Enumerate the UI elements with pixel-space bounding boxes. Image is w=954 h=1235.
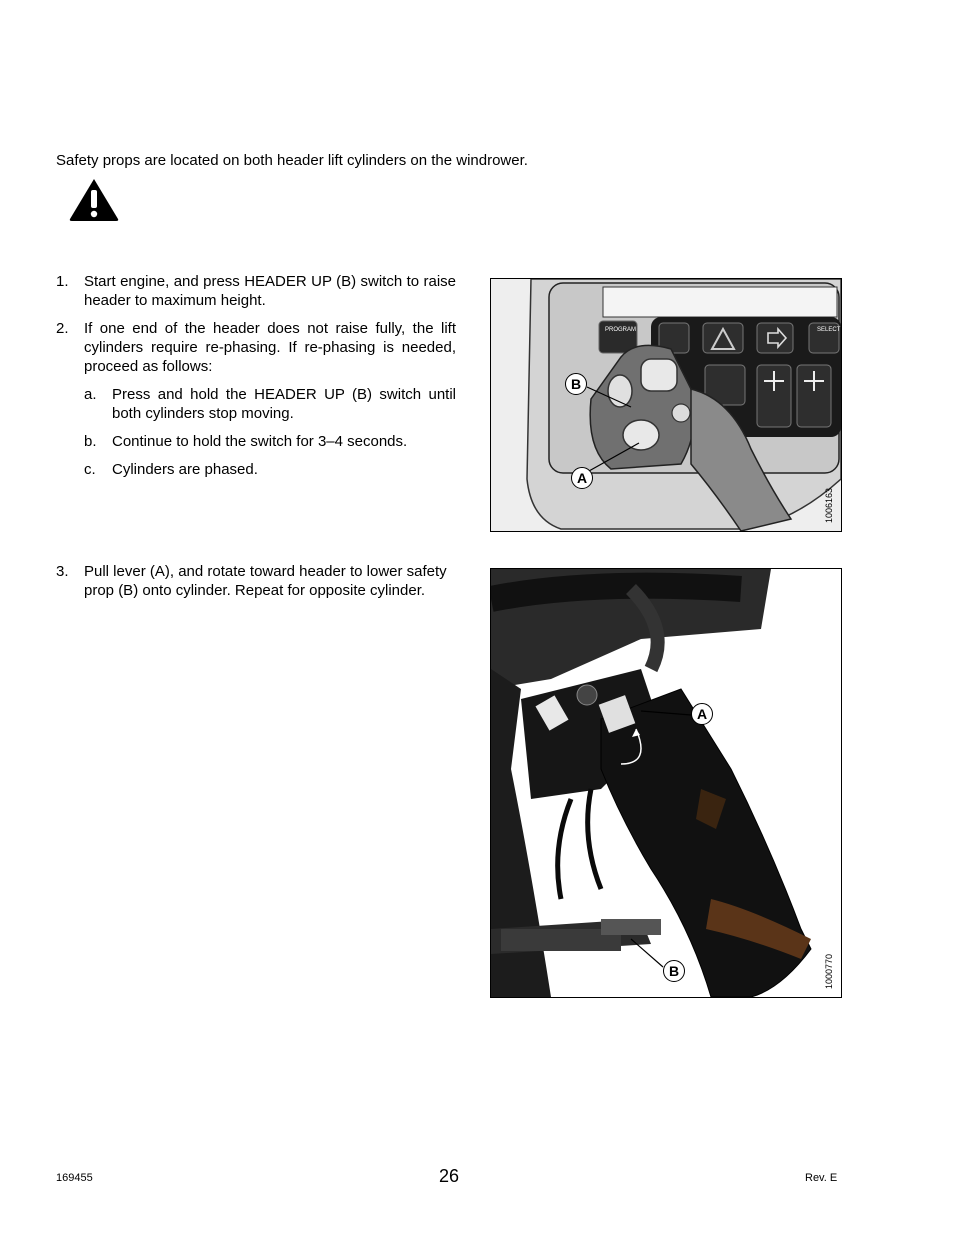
substep-c [84,460,456,479]
step-text: Pull lever (A), and rotate toward header to lower safety prop (B) onto cylinder. Repeat for opposite cylinder. [84,563,447,599]
substep-letter: c. [84,461,96,478]
select-label: SELECT [817,327,841,333]
procedure-steps [56,272,456,488]
page-number: 26 [439,1166,460,1186]
step-number: 3. [56,563,69,580]
substep-text: Cylinders are phased. [112,461,258,478]
document-number: 169455 [56,1172,93,1184]
callout-a: A [691,703,713,725]
substep-b [84,432,456,451]
warning-icon [68,176,120,222]
substep-text: Continue to hold the switch for 3–4 seconds. [112,433,408,450]
callout-b: B [565,373,587,395]
step-number: 2. [56,320,69,337]
step-3 [56,562,456,609]
figure-safety-prop [490,568,842,998]
figure-console-joystick [490,278,842,532]
program-label: PROGRAM [605,327,637,333]
step-text: Start engine, and press HEADER UP (B) switch to raise header to maximum height. [84,273,456,309]
callout-b: B [663,960,685,982]
figure-id: 1006163 [824,487,834,523]
revision-label: Rev. E [805,1172,838,1184]
step-2 [56,319,456,376]
console-illustration [491,279,841,531]
substep-a [84,385,456,423]
figure-id: 1000770 [824,953,834,989]
step-1 [56,272,456,310]
step-number: 1. [56,273,69,290]
intro-text: Safety props are located on both header lift cylinders on the windrower. [56,152,528,169]
substep-letter: a. [84,386,97,403]
step-text: If one end of the header does not raise fully, the lift cylinders require re-phasing. If re-phasing is needed, proceed as follows: [84,320,456,375]
substep-text: Press and hold the HEADER UP (B) switch until both cylinders stop moving. [112,386,456,422]
safety-prop-illustration [491,569,841,997]
substep-letter: b. [84,433,97,450]
callout-a: A [571,467,593,489]
